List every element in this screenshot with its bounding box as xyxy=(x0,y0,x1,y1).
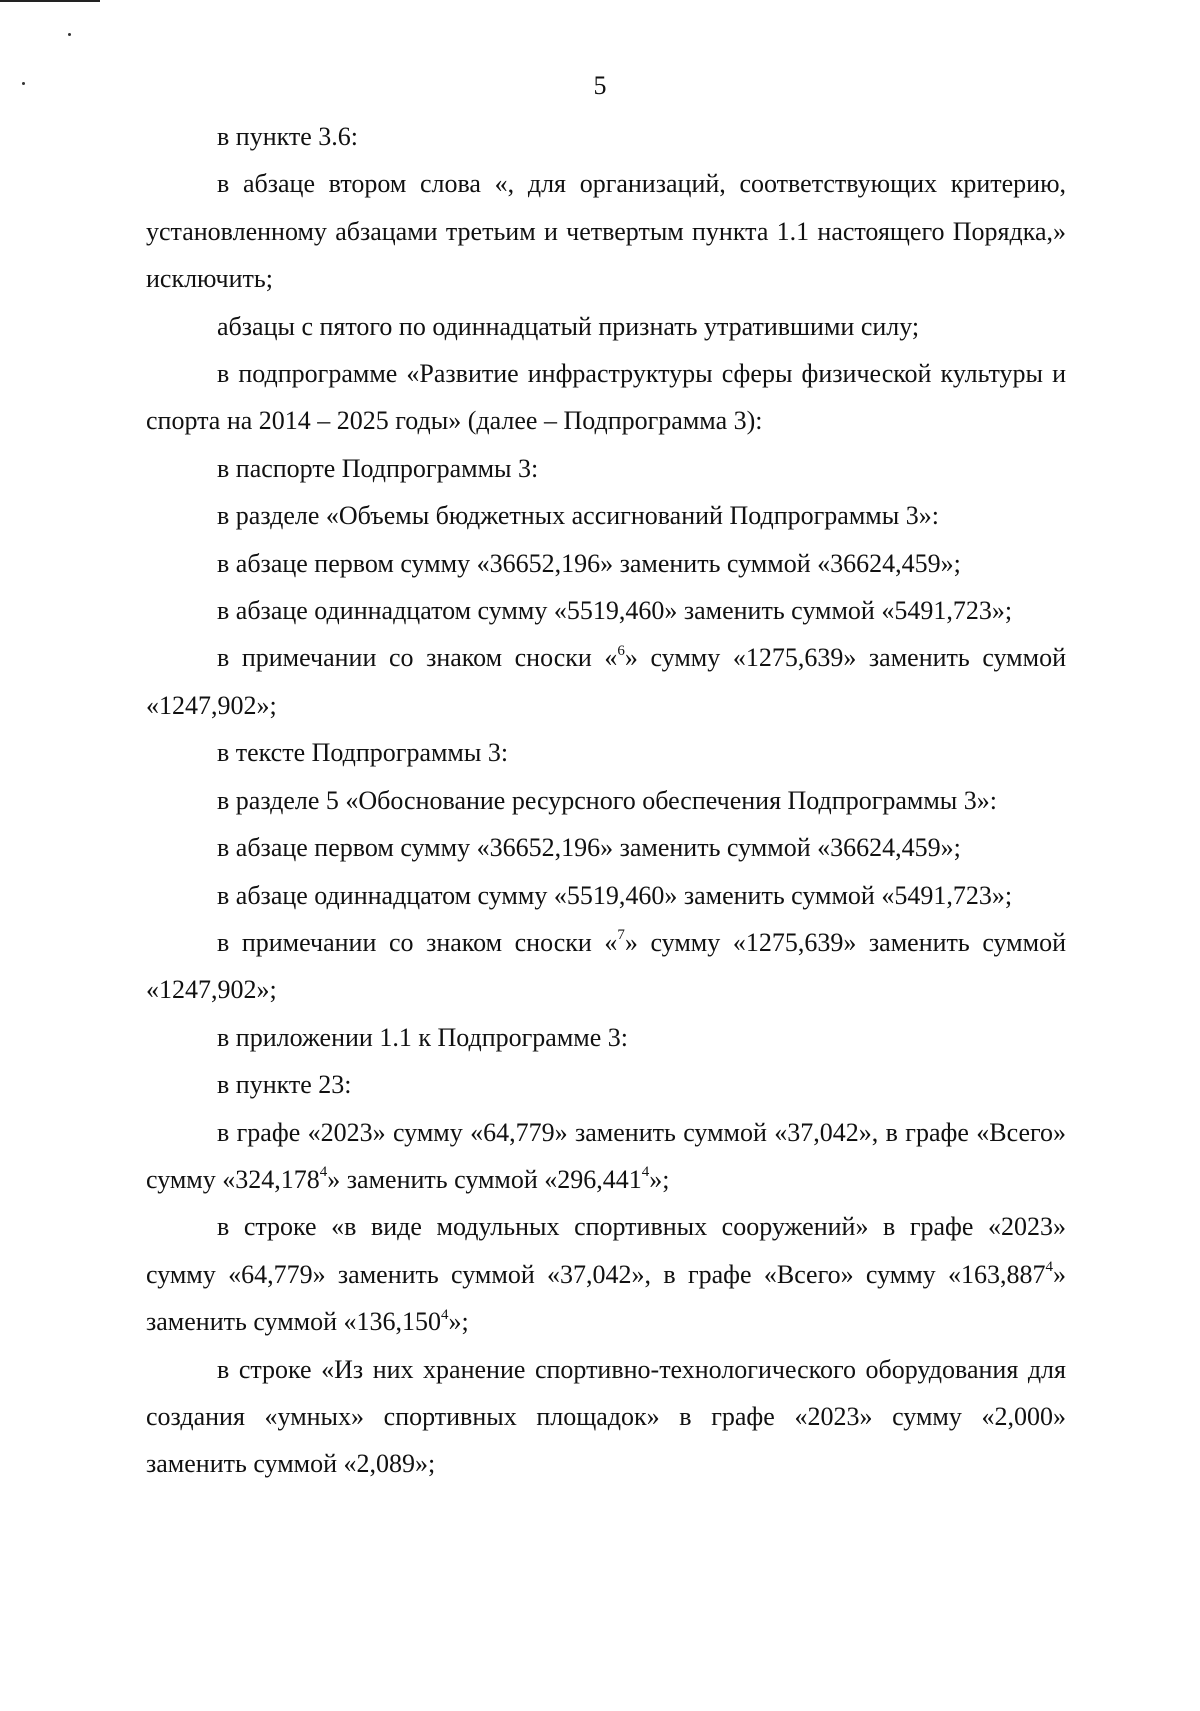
document-body xyxy=(146,113,1066,1488)
paragraph-text: абзацы с пятого по одиннадцатый признать утратившими силу; xyxy=(217,311,920,341)
paragraph-text: в абзаце одиннадцатом сумму «5519,460» заменить суммой «5491,723»; xyxy=(217,880,1013,910)
footnote-marker: 7 xyxy=(617,927,625,944)
paragraph xyxy=(146,160,1066,302)
paragraph-text: в абзаце втором слова «, для организаций, соответствующих критерию, установленному абзацами третьим и четвертым пункта 1.1 настоящего Порядка,» исключить; xyxy=(146,169,1066,294)
paragraph-text: в графе «2023» сумму «64,779» заменить суммой «37,042», в графе «Всего» сумму «324,178 xyxy=(146,1117,1066,1194)
paragraph-text: в приложении 1.1 к Подпрограмме 3: xyxy=(217,1022,629,1052)
paragraph-text: в паспорте Подпрограммы 3: xyxy=(217,453,539,483)
paragraph xyxy=(146,919,1066,1014)
paragraph-text: в пункте 3.6: xyxy=(217,122,359,151)
paragraph xyxy=(146,445,1066,492)
footnote-marker: 4 xyxy=(1045,1259,1053,1276)
paragraph xyxy=(146,777,1066,824)
paragraph-text: в пункте 23: xyxy=(217,1070,352,1100)
paragraph xyxy=(146,634,1066,729)
paragraph-text: в примечании со знаком сноски « xyxy=(217,927,618,957)
scan-artifact-line xyxy=(0,0,100,2)
paragraph-text: » заменить суммой «296,441 xyxy=(327,1164,642,1194)
paragraph-text: » заменить суммой «136,150 xyxy=(146,1259,1066,1337)
paragraph xyxy=(146,303,1066,350)
paragraph xyxy=(146,872,1066,919)
paragraph xyxy=(146,113,1066,160)
paragraph xyxy=(146,587,1066,634)
paragraph-text: в разделе «Объемы бюджетных ассигнований Подпрограммы 3»: xyxy=(217,501,939,531)
paragraph xyxy=(146,540,1066,587)
paragraph xyxy=(146,1061,1066,1108)
paragraph-text: в абзаце одиннадцатом сумму «5519,460» заменить суммой «5491,723»; xyxy=(217,596,1013,626)
paragraph xyxy=(146,1109,1066,1204)
paragraph-text: в тексте Подпрограммы 3: xyxy=(217,738,509,768)
paragraph-text: в разделе 5 «Обоснование ресурсного обеспечения Подпрограммы 3»: xyxy=(217,785,997,815)
footnote-marker: 4 xyxy=(441,1306,449,1323)
paragraph xyxy=(146,1346,1066,1488)
footnote-marker: 4 xyxy=(319,1164,328,1181)
paragraph xyxy=(146,1203,1066,1345)
paragraph-text: в строке «в виде модульных спортивных сооружений» в графе «2023» сумму «64,779» заменить суммой «37,042», в графе «Всего» сумму «163,887 xyxy=(146,1212,1066,1289)
footnote-marker: 4 xyxy=(641,1164,650,1181)
paragraph xyxy=(146,729,1066,776)
page-number: 5 xyxy=(593,71,607,100)
scan-artifact-dot xyxy=(68,33,71,36)
paragraph-text: в абзаце первом сумму «36652,196» заменить суммой «36624,459»; xyxy=(217,833,961,863)
paragraph-text: » сумму «1275,639» заменить суммой «1247,902»; xyxy=(146,927,1066,1005)
paragraph-text: »; xyxy=(649,1164,670,1194)
paragraph-text: в абзаце первом сумму «36652,196» заменить суммой «36624,459»; xyxy=(217,548,961,578)
paragraph-text: » сумму «1275,639» заменить суммой «1247,902»; xyxy=(146,643,1066,720)
paragraph-text: в строке «Из них хранение спортивно-технологического оборудования для создания «умных» спортивных площадок» в графе «2023» сумму «2,000» заменить суммой «2,089»; xyxy=(146,1354,1066,1479)
footnote-marker: 6 xyxy=(617,642,625,659)
paragraph xyxy=(146,1014,1066,1061)
paragraph xyxy=(146,350,1066,445)
paragraph-text: в подпрограмме «Развитие инфраструктуры сферы физической культуры и спорта на 2014 – 2025 годы» (далее – Подпрограмма 3): xyxy=(146,359,1066,436)
paragraph-text: в примечании со знаком сноски « xyxy=(217,643,618,673)
paragraph xyxy=(146,824,1066,871)
paragraph-text: »; xyxy=(448,1307,469,1337)
paragraph xyxy=(146,492,1066,539)
